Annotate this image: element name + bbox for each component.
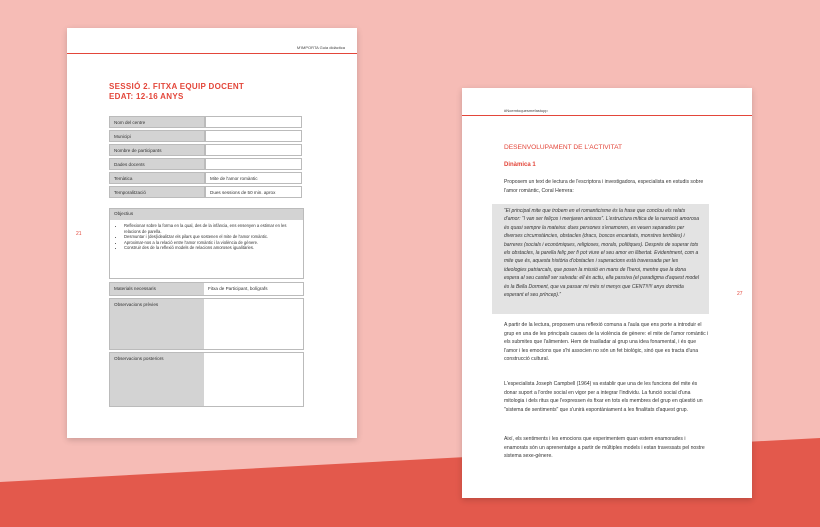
intro-paragraph: Proposem un text de lectura de l'escriptora i investigadora, especialista en estudis sobre l'amor romàntic, Coral Herrera: <box>504 179 704 194</box>
objectives-label: Objectius <box>110 209 303 220</box>
observations-prior-field[interactable] <box>204 299 303 349</box>
form-row-label: Dades docents <box>109 158 205 170</box>
right-page-header: #Noemtoquesmefastupp <box>504 108 548 113</box>
form-row-value[interactable] <box>205 116 302 128</box>
dynamic-heading: Dinàmica 1 <box>504 162 536 168</box>
materials-value[interactable]: Fitxa de Participant, bolígrafs <box>204 283 303 295</box>
list-item: • Reflexionar sobre la forma en la qual, des de la infància, ens ensenyen a estimar en les relacions de parella. <box>124 223 303 234</box>
form-row-value[interactable]: Dues sessions de 50 min. aprox <box>205 186 302 198</box>
activity-heading: DESENVOLUPAMENT DE L'ACTIVITAT <box>504 144 623 151</box>
form-row-label: Temporalització <box>109 186 205 198</box>
observations-prior-label: Observacions prèvies <box>110 299 204 349</box>
observations-post-field[interactable] <box>204 353 303 406</box>
right-page-number: 27 <box>737 291 743 297</box>
form-row <box>109 116 302 128</box>
form-row-label: Temàtica <box>109 172 205 184</box>
quote-text: “El principal mite que trobem en el romanticisme és la frase que conclou els relats d'amor: “I van ser feliços i menjaren anissos”. L'estructura mítica de la narració amorosa és quasi sempre la mateixa: dues persones s'enamoren, es veuen separades per diverses circumstàncies, obstacles (dracs, boscos encantats, monstres terribles) i barreres (socials i econòmiques, religioses, morals, polítiques). Després de superar tots els obstacles, la parella feliç per fi pot viure el seu amor en llibertat. Evidentment, com a mite que és, aquesta història d'obstacles i superacions està travessada per les ideologies patriarcals, que posen la missió en mans de l'heroi, mentre que la dona espera al seu castell ser salvada: ell és actiu, ella passiva (el paradigma d'aquest model és la Bella Dorment, que va passar mi més ni menys que CENT!!!!! anys dormida esperant el seu príncep).” <box>504 208 700 299</box>
form-row-label: Nombre de participants <box>109 144 205 156</box>
observations-post-label: Observacions posteriors <box>110 353 204 406</box>
form-row-label: Nom del centre <box>109 116 205 128</box>
form-title: SESSIÓ 2. FITXA EQUIP DOCENT <box>109 82 245 91</box>
objectives-box <box>109 208 304 279</box>
left-page-number: 21 <box>76 231 82 237</box>
form-subtitle: EDAT: 12-16 ANYS <box>109 92 184 101</box>
form-row <box>109 130 302 142</box>
list-item: • Aproximar-nos a la relació entre l'amor romàntic i la violència de gènere. <box>124 240 303 246</box>
list-item: • Desmuntar i (des)idealitzar els pilars que sostenen el mite de l'amor romàntic. <box>124 234 303 240</box>
form-row-value[interactable] <box>205 158 302 170</box>
left-header-rule <box>67 53 357 54</box>
observations-prior-row <box>109 298 304 350</box>
form-row-label: Municipi <box>109 130 205 142</box>
left-page <box>67 28 357 438</box>
quote-box <box>492 204 709 314</box>
body-paragraph-1: A partir de la lectura, proposem una reflexió comuna a l'aula que ens porte a introduir el grup en una de les principals causes de la violència de gènere: el mite de l'amor romàntic i els submites que l'alimenten. Hem de traslladar al grup una idea fonamental, i és que l'amor i les emocions que s'hi associen no són un fet biològic, sinó que es tracta d'una construcció cultural. <box>504 322 709 362</box>
right-header-rule <box>462 115 752 116</box>
left-page-header: M'IMPORTA Guia didàctica <box>296 45 345 50</box>
observations-post-row <box>109 352 304 407</box>
objectives-list <box>124 223 303 251</box>
form-row <box>109 158 302 170</box>
materials-label: Materials necessaris <box>110 283 204 295</box>
body-paragraph-3: Així, els sentiments i les emocions que experimentem quan estem enamorades i enamorats són un aprenentatge a partir de múltiples models i estan travessats pel nostre sistema sexe-gènere. <box>504 436 705 459</box>
body-paragraph-2: L'especialista Joseph Campbell (1964) va establir que una de les funcions del mite és donar suport a l'ordre social en vigor per a integrar l'individu. La funció social d'una mitologia i dels ritus que l'expressen és fixar en tots els membres del grup en qüestió un "sistema de sentiments" que s'unirà espontàniament a les finalitats d'aquest grup. <box>504 381 703 413</box>
materials-row <box>109 282 304 296</box>
form-row-value[interactable] <box>205 144 302 156</box>
form-row <box>109 144 302 156</box>
form-row-value[interactable] <box>205 130 302 142</box>
right-page <box>462 88 752 498</box>
form-row <box>109 186 302 198</box>
form-row <box>109 172 302 184</box>
form-row-value[interactable]: Mite de l'amor romàntic <box>205 172 302 184</box>
teacher-form-table <box>109 114 302 200</box>
list-item: • Construir des de la reflexió models de relacions amoroses igualitàries. <box>124 245 303 251</box>
